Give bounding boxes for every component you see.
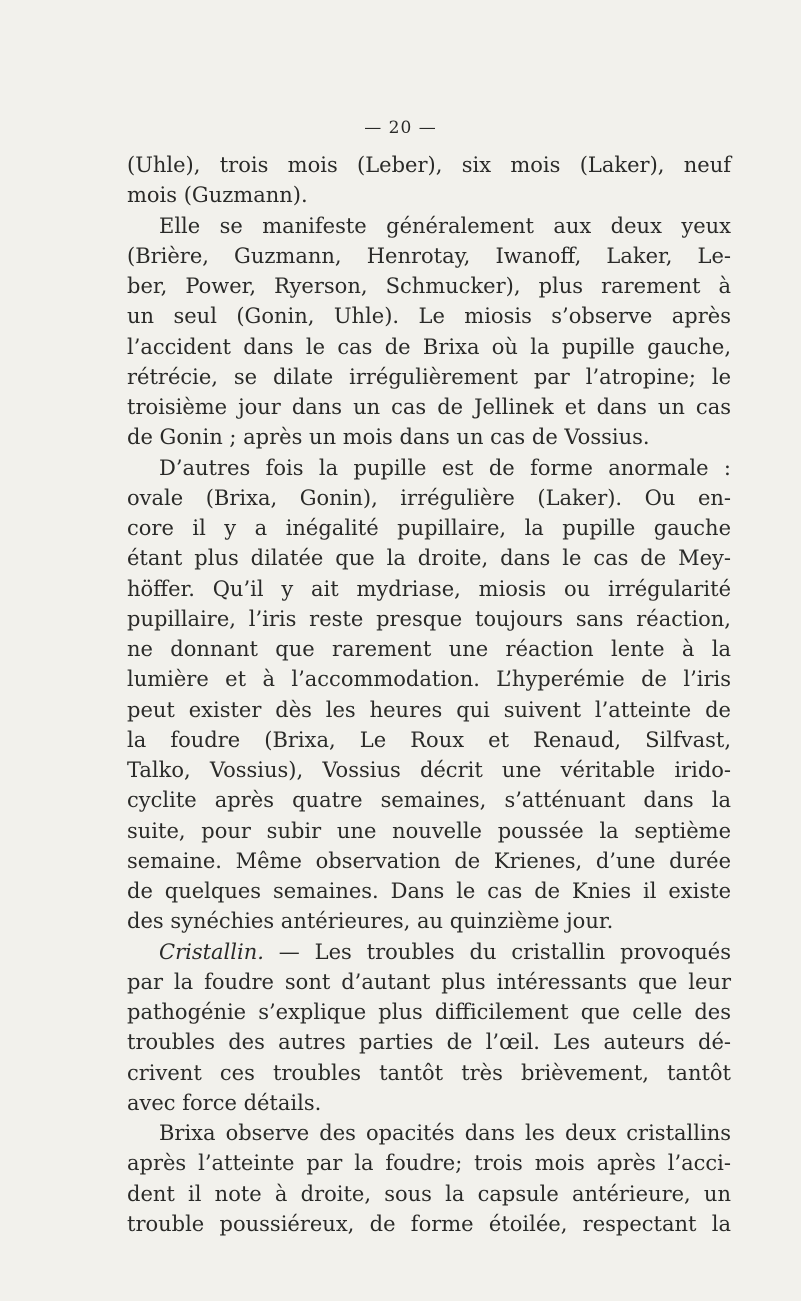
text-line: ne donnant que rarement une réaction lente à la	[127, 637, 731, 661]
text-line: ber, Power, Ryerson, Schmucker), plus rarement à	[127, 274, 731, 298]
text-line: rétrécie, se dilate irrégulièrement par l’atropine; le	[127, 364, 731, 389]
body-text	[127, 150, 731, 1239]
text-line: trouble poussiéreux, de forme étoilée, respectant la	[127, 1211, 731, 1236]
text-line: des synéchies antérieures, au quinzième jour.	[127, 909, 614, 934]
text-line: core il y a inégalité pupillaire, la pupille gauche	[127, 516, 731, 540]
text-line: troisième jour dans un cas de Jellinek et dans un cas	[127, 395, 731, 419]
text-line: un seul (Gonin, Uhle). Le miosis s’observe après	[127, 304, 731, 329]
text-line: par la foudre sont d’autant plus intéressants que leur	[127, 969, 731, 994]
text-line: pathogénie s’explique plus difficilement que celle des	[127, 1000, 731, 1024]
section-heading-rest: — Les troubles du cristallin provoqués	[263, 939, 731, 964]
section-heading-line	[127, 937, 731, 967]
text-line: la foudre (Brixa, Le Roux et Renaud, Silfvast,	[127, 727, 731, 752]
paragraphs-pupil	[127, 150, 731, 937]
text-line: Talko, Vossius), Vossius décrit une véritable irido-	[127, 758, 731, 782]
page-number: — 20 —	[364, 118, 437, 138]
text-line: peut exister dès les heures qui suivent l’atteinte de	[127, 697, 731, 722]
text-line: suite, pour subir une nouvelle poussée la septième	[127, 818, 731, 843]
text-line: cyclite après quatre semaines, s’atténuant dans la	[127, 788, 731, 813]
text-line: Brixa observe des opacités dans les deux cristallins	[159, 1121, 731, 1145]
text-line: l’accident dans le cas de Brixa où la pupille gauche,	[127, 334, 731, 359]
text-line: lumière et à l’accommodation. L’hyperémie de l’iris	[127, 667, 731, 692]
text-line: ovale (Brixa, Gonin), irrégulière (Laker). Ou en-	[127, 485, 731, 510]
text-line: semaine. Même observation de Krienes, d’une durée	[127, 848, 731, 873]
text-line: D’autres fois la pupille est de forme anormale :	[159, 455, 731, 480]
text-line: de Gonin ; après un mois dans un cas de Vossius.	[127, 425, 650, 450]
text-line: höffer. Qu’il y ait mydriase, miosis ou irrégularité	[127, 576, 731, 601]
section-heading: Cristallin.	[159, 939, 264, 964]
text-line: Elle se manifeste généralement aux deux yeux	[159, 213, 731, 238]
text-line: après l’atteinte par la foudre; trois mois après l’acci-	[127, 1151, 731, 1176]
text-line: dent il note à droite, sous la capsule antérieure, un	[127, 1181, 731, 1206]
text-line: crivent ces troubles tantôt très brièvement, tantôt	[127, 1060, 731, 1085]
text-line: pupillaire, l’iris reste presque toujours sans réaction,	[127, 606, 731, 631]
text-line: avec force détails.	[127, 1090, 322, 1115]
text-line: mois (Guzmann).	[127, 183, 308, 208]
text-line: (Brière, Guzmann, Henrotay, Iwanoff, Laker, Le-	[127, 243, 731, 268]
paragraphs-lens	[127, 967, 731, 1239]
text-line: de quelques semaines. Dans le cas de Knies il existe	[127, 879, 731, 903]
text-line: étant plus dilatée que la droite, dans le cas de Mey-	[127, 546, 731, 571]
text-line: (Uhle), trois mois (Leber), six mois (Laker), neuf	[127, 153, 731, 177]
text-line: troubles des autres parties de l’œil. Les auteurs dé-	[127, 1030, 731, 1055]
